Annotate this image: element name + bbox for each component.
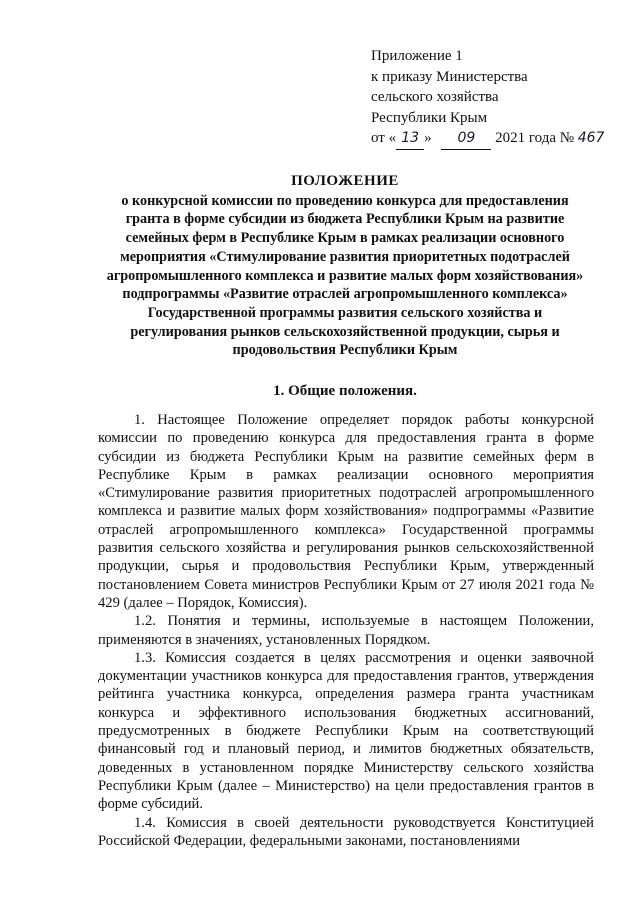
document-body xyxy=(98,411,594,850)
paragraph-1-2: 1.2. Понятия и термины, используемые в настоящем Положении, применяются в значениях, установленных Порядком. xyxy=(98,613,594,648)
appendix-line-1: Приложение 1 xyxy=(371,48,463,64)
title-text: о конкурсной комиссии по проведению конкурса для предоставления гранта в форме субсидии из бюджета Республики Крым на развитие семейных ферм в Республике Крым в рамках реализации основного мероприятия «Стимулирование развития приоритетных подотраслей агропромышленного комплекса и развитие малых форм хозяйствования» подпрограммы «Развитие отраслей агропромышленного комплекса» Государственной программы развития сельского хозяйства и регулирования рынков сельскохозяйственной продукции, сырья и продовольствия Республики Крым xyxy=(106,192,584,359)
title-heading: ПОЛОЖЕНИЕ xyxy=(291,173,399,189)
appendix-line-3: сельского хозяйства xyxy=(371,89,499,105)
section-heading: 1. Общие положения. xyxy=(273,383,417,399)
appendix-line-4: Республики Крым xyxy=(371,109,488,126)
paragraph-1-3: 1.3. Комиссия создается в целях рассмотрения и оценки заявочной документации участников конкурса для предоставления грантов, утверждения рейтинга участника конкурса, определения размера гранта участникам конкурса и эффективного использования бюджетных ассигнований, предусмотренных в бюджете Республики Крым на соответствующий финансовый год и плановый период, и лимитов бюджетных обязательств, доведенных в установленном порядке Министерству сельского хозяйства Республики Крым (далее – Министерство) на цели предоставления грантов в форме субсидий. xyxy=(98,649,594,813)
appendix-block xyxy=(371,46,608,150)
paragraph-1: 1. Настоящее Положение определяет порядок работы конкурсной комиссии по проведению конкурса для предоставления гранта в форме субсидии из бюджета Республики Крым на развитие семейных ферм в Республике Крым в рамках реализации основного мероприятия «Стимулирование развития приоритетных подотраслей агропромышленного комплекса и развитие малых форм хозяйствования» подпрограммы «Развитие отраслей агропромышленного комплекса» Государственной программы развития сельского хозяйства и регулирования рынков сельскохозяйственной продукции, сырья и продовольствия Республики Крым, утвержденный постановлением Совета министров Республики Крым от 27 июля 2021 года № 429 (далее – Порядок, Комиссия). xyxy=(98,412,594,611)
document-title xyxy=(100,172,590,360)
appendix-line-2: к приказу Министерства xyxy=(371,68,528,85)
appendix-date-line xyxy=(371,128,608,150)
paragraph-1-4: 1.4. Комиссия в своей деятельности руководствуется Конституцией Российской Федерации, федеральными законами, постановлениями xyxy=(98,814,594,849)
handwritten-number: 467 xyxy=(577,130,605,146)
handwritten-day: 13 xyxy=(396,128,424,150)
handwritten-month: 09 xyxy=(441,128,491,150)
year-text: 2021 года № xyxy=(495,130,575,146)
date-mid: » xyxy=(424,130,432,146)
date-prefix: от « xyxy=(371,130,397,146)
